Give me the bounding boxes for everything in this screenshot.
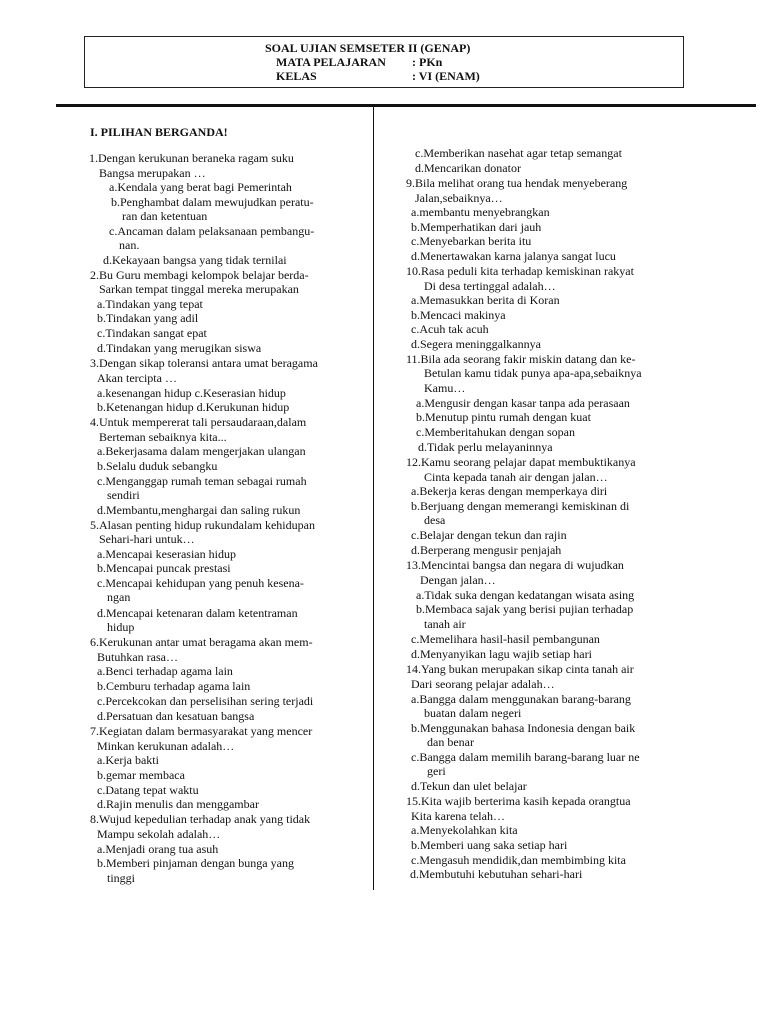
left-column-line: Berteman sebaiknya kita...	[99, 430, 227, 444]
left-column-line: c.Datang tepat waktu	[97, 783, 199, 797]
subject-value: : PKn	[412, 55, 443, 69]
right-column-line: c.Memberitahukan dengan sopan	[416, 425, 575, 439]
left-column-line: a.Kendala yang berat bagi Pemerintah	[109, 180, 292, 194]
left-column-line: Minkan kerukunan adalah…	[97, 739, 235, 753]
right-column-line: 14.Yang bukan merupakan sikap cinta tanah air	[406, 662, 634, 676]
left-column-line: 6.Kerukunan antar umat beragama akan mem-	[90, 635, 313, 649]
right-column-line: b.Memberi uang saka setiap hari	[411, 838, 568, 852]
left-column-line: 1.Dengan kerukunan beraneka ragam suku	[89, 151, 294, 165]
right-column-line: c.Belajar dengan tekun dan rajin	[411, 528, 567, 542]
right-column-line: b.Mencaci makinya	[411, 308, 506, 322]
left-column-line: tinggi	[107, 871, 136, 885]
column-divider	[373, 107, 374, 890]
right-column-line: 15.Kita wajib berterima kasih kepada orangtua	[406, 794, 631, 808]
left-column-line: b.Selalu duduk sebangku	[97, 459, 218, 473]
right-column-line: b.Membaca sajak yang berisi pujian terhadap	[416, 602, 634, 616]
right-column-line: Kamu…	[424, 381, 466, 395]
right-column-line: a.Bangga dalam menggunakan barang-barang	[411, 692, 631, 706]
left-column-line: ran dan ketentuan	[122, 209, 208, 223]
left-column-line: d.Kekayaan bangsa yang tidak ternilai	[103, 253, 287, 267]
right-column-line: b.Memperhatikan dari jauh	[411, 220, 542, 234]
right-column-line: a.Mengusir dengan kasar tanpa ada perasaan	[416, 396, 630, 410]
right-column-line: d.Tekun dan ulet belajar	[411, 779, 527, 793]
left-column-line: c.Percekcokan dan perselisihan sering terjadi	[97, 694, 314, 708]
left-column-line: b.Cemburu terhadap agama lain	[97, 679, 251, 693]
right-column-line: c.Menyebarkan berita itu	[411, 234, 532, 248]
right-column-line: 13.Mencintai bangsa dan negara di wujudkan	[406, 558, 624, 572]
left-column-line: a.Tindakan yang tepat	[97, 297, 203, 311]
left-column-line: c.Tindakan sangat epat	[97, 326, 207, 340]
left-column-line: d.Rajin menulis dan menggambar	[97, 797, 259, 811]
right-column-line: c.Memelihara hasil-hasil pembangunan	[411, 632, 600, 646]
right-column-line: d.Mencarikan donator	[415, 161, 521, 175]
right-column-line: Di desa tertinggal adalah…	[424, 279, 556, 293]
right-column-line: c.Mengasuh mendidik,dan membimbing kita	[411, 853, 626, 867]
right-column-line: dan benar	[427, 735, 474, 749]
left-column-line: d.Persatuan dan kesatuan bangsa	[97, 709, 255, 723]
right-column-line: c.Bangga dalam memilih barang-barang luar ne	[411, 750, 640, 764]
right-column-line: b.Berjuang dengan memerangi kemiskinan di	[411, 499, 630, 513]
left-column-line: Mampu sekolah adalah…	[97, 827, 221, 841]
right-column-line: 12.Kamu seorang pelajar dapat membuktikanya	[406, 455, 636, 469]
left-column-line: 7.Kegiatan dalam bermasyarakat yang mencer	[90, 724, 313, 738]
left-column-line: a.Bekerjasama dalam mengerjakan ulangan	[97, 444, 306, 458]
right-column-line: c.Memberikan nasehat agar tetap semangat	[415, 146, 622, 160]
right-column-line: Cinta kepada tanah air dengan jalan…	[424, 470, 608, 484]
left-column-line: b.Tindakan yang adil	[97, 311, 199, 325]
left-column-line: Akan tercipta …	[97, 371, 177, 385]
right-column-line: 9.Bila melihat orang tua hendak menyeberang	[406, 176, 628, 190]
right-column-line: Betulan kamu tidak punya apa-apa,sebaiknya	[424, 366, 642, 380]
left-column-line: b.gemar membaca	[97, 768, 185, 782]
left-column-line: Bangsa merupakan …	[99, 166, 206, 180]
left-column-line: ngan	[107, 590, 131, 604]
right-column-line: d.Segera meninggalkannya	[411, 337, 541, 351]
left-column-line: c.Ancaman dalam pelaksanaan pembangu-	[109, 224, 315, 238]
right-column-line: d.Berperang mengusir penjajah	[411, 543, 562, 557]
left-column-line: 3.Dengan sikap toleransi antara umat beragama	[90, 356, 318, 370]
right-column-line: a.Memasukkan berita di Koran	[411, 293, 560, 307]
left-column-line: a.Kerja bakti	[97, 753, 159, 767]
left-column-line: a.kesenangan hidup c.Keserasian hidup	[97, 386, 286, 400]
left-column-line: nan.	[119, 238, 140, 252]
left-column-line: b.Mencapai puncak prestasi	[97, 561, 231, 575]
left-column-line: d.Membantu,menghargai dan saling rukun	[97, 503, 301, 517]
exam-title: SOAL UJIAN SEMSETER II (GENAP)	[265, 41, 471, 55]
left-column-line: 8.Wujud kepedulian terhadap anak yang tidak	[90, 812, 311, 826]
left-column-line: d.Tindakan yang merugikan siswa	[97, 341, 262, 355]
right-column-line: 11.Bila ada seorang fakir miskin datang dan ke-	[406, 352, 636, 366]
left-column-line: sendiri	[107, 488, 140, 502]
right-column-line: 10.Rasa peduli kita terhadap kemiskinan rakyat	[406, 264, 634, 278]
right-column-line: buatan dalam negeri	[424, 706, 522, 720]
right-column-line: b.Menutup pintu rumah dengan kuat	[416, 410, 591, 424]
right-column-line: a.membantu menyebrangkan	[411, 205, 550, 219]
left-column-line: a.Menjadi orang tua asuh	[97, 842, 219, 856]
left-column-line: a.Benci terhadap agama lain	[97, 664, 233, 678]
left-column-line: c.Mencapai kehidupan yang penuh kesena-	[97, 576, 304, 590]
left-column-line: 5.Alasan penting hidup rukundalam kehidupan	[90, 518, 315, 532]
header-divider	[56, 104, 756, 107]
left-column-line: a.Mencapai keserasian hidup	[97, 547, 236, 561]
left-column-line: d.Mencapai ketenaran dalam ketentraman	[97, 606, 298, 620]
left-column-line: b.Penghambat dalam mewujudkan peratu-	[111, 195, 314, 209]
left-column-line: b.Memberi pinjaman dengan bunga yang	[97, 856, 294, 870]
class-label: KELAS	[276, 69, 317, 83]
right-column-line: geri	[427, 764, 446, 778]
right-column-line: Dari seorang pelajar adalah…	[411, 677, 555, 691]
right-column-line: Jalan,sebaiknya…	[415, 191, 503, 205]
left-column-line: Sarkan tempat tinggal mereka merupakan	[99, 282, 299, 296]
right-column-line: c.Acuh tak acuh	[411, 322, 489, 336]
right-column-line: tanah air	[424, 617, 466, 631]
right-column-line: a.Tidak suka dengan kedatangan wisata asing	[416, 588, 635, 602]
right-column-line: d.Tidak perlu melayaninnya	[418, 440, 553, 454]
left-column-line: c.Menganggap rumah teman sebagai rumah	[97, 474, 307, 488]
left-column-line: hidup	[107, 620, 135, 634]
left-column-line: 4.Untuk mempererat tali persaudaraan,dalam	[90, 415, 307, 429]
right-column-line: d.Membutuhi kebutuhan sehari-hari	[410, 867, 583, 881]
class-value: : VI (ENAM)	[412, 69, 480, 83]
subject-label: MATA PELAJARAN	[276, 55, 386, 69]
left-column-line: 2.Bu Guru membagi kelompok belajar berda-	[90, 268, 309, 282]
right-column-line: Dengan jalan…	[420, 573, 496, 587]
left-column-line: Sehari-hari untuk…	[99, 532, 195, 546]
section-heading: I. PILIHAN BERGANDA!	[90, 125, 228, 139]
left-column-line: b.Ketenangan hidup d.Kerukunan hidup	[97, 400, 290, 414]
right-column-line: a.Menyekolahkan kita	[411, 823, 518, 837]
right-column-line: desa	[424, 513, 446, 527]
right-column-line: d.Menyanyikan lagu wajib setiap hari	[411, 647, 592, 661]
right-column-line: Kita karena telah…	[411, 809, 505, 823]
right-column-line: d.Menertawakan karna jalanya sangat lucu	[411, 249, 616, 263]
left-column-line: Butuhkan rasa…	[97, 650, 178, 664]
right-column-line: a.Bekerja keras dengan memperkaya diri	[411, 484, 608, 498]
right-column-line: b.Menggunakan bahasa Indonesia dengan baik	[411, 721, 636, 735]
